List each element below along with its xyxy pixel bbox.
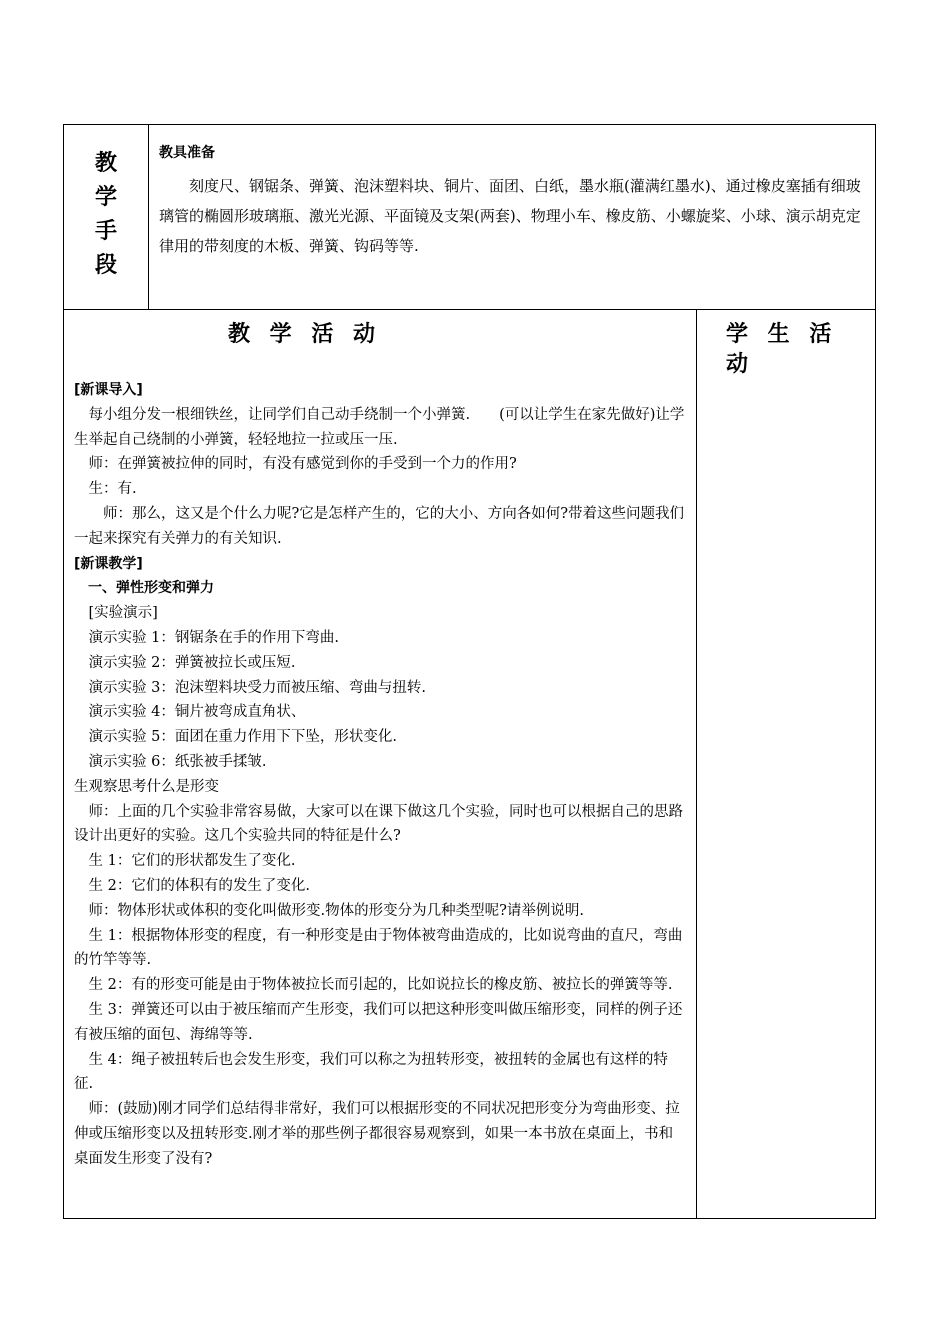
column-divider — [696, 310, 697, 1218]
teaching-means-table — [63, 124, 876, 310]
dialogue-line: 师：物体形状或体积的变化叫做形变.物体的形变分为几种类型呢?请举例说明. — [88, 902, 584, 919]
dialogue-line: 师：那么，这又是个什么力呢?它是怎样产生的，它的大小、方向各如何?带着这些问题我们一起来探究有关弹力的有关知识. — [74, 505, 685, 547]
teaching-means-label — [64, 147, 148, 283]
dialogue-line: 师：上面的几个实验非常容易做，大家可以在课下做这几个实验，同时也可以根据自己的思路设计出更好的实验。这几个实验共同的特征是什么? — [74, 803, 683, 845]
teacher-activity-body — [74, 378, 686, 1172]
dialogue-line: 生 2：有的形变可能是由于物体被拉长而引起的，比如说拉长的橡皮筋、被拉长的弹簧等等. — [88, 977, 673, 994]
experiment-label: [实验演示] — [88, 605, 158, 622]
dialogue-line: 生 3：弹簧还可以由于被压缩而产生形变，我们可以把这种形变叫做压缩形变，同样的例子还有被压缩的面包、海绵等等. — [74, 1001, 683, 1043]
dialogue-line: 生观察思考什么是形变 — [74, 778, 219, 795]
section-heading: [新课教学] — [74, 555, 143, 572]
section-heading: [新课导入] — [74, 382, 143, 398]
subsection-heading: 一、弹性形变和弹力 — [88, 580, 214, 597]
experiment-item: 演示实验 3：泡沫塑料块受力而被压缩、弯曲与扭转. — [88, 679, 426, 696]
dialogue-line: 生 1：根据物体形变的程度，有一种形变是由于物体被弯曲造成的，比如说弯曲的直尺，弯曲的竹竿等等. — [74, 927, 683, 969]
teaching-means-content — [159, 143, 871, 261]
label-char: 手 — [94, 219, 117, 244]
dialogue-line: 生：有. — [88, 481, 137, 498]
experiment-item: 演示实验 1：钢锯条在手的作用下弯曲. — [88, 629, 339, 646]
column-divider — [148, 125, 149, 309]
label-char: 学 — [94, 185, 117, 210]
experiment-item: 演示实验 2：弹簧被拉长或压短. — [88, 654, 296, 671]
teacher-activity-header: 教 学 活 动 — [228, 322, 381, 347]
equipment-heading: 教具准备 — [159, 145, 215, 161]
activity-table — [63, 309, 876, 1219]
paragraph: 每小组分发一根细铁丝，让同学们自己动手绕制一个小弹簧. (可以让学生在家先做好)让学生举起自己绕制的小弹簧，轻轻地拉一拉或压一压. — [74, 406, 685, 448]
label-char: 段 — [94, 253, 117, 278]
dialogue-line: 生 4：绳子被扭转后也会发生形变，我们可以称之为扭转形变，被扭转的金属也有这样的特征. — [74, 1051, 668, 1093]
student-activity-header: 学 生 活 动 — [726, 322, 838, 377]
experiment-item: 演示实验 6：纸张被手揉皱. — [88, 753, 267, 770]
equipment-list: 刻度尺、钢锯条、弹簧、泡沫塑料块、铜片、面团、白纸，墨水瓶(灌满红墨水)、通过橡皮塞插有细玻璃管的椭圆形玻璃瓶、激光光源、平面镜及支架(两套)、物理小车、橡皮筋、小螺旋桨、小球、演示胡克定律用的带刻度的木板、弹簧、钩码等等. — [159, 177, 861, 255]
experiment-item: 演示实验 5：面团在重力作用下下坠，形状变化. — [88, 729, 397, 746]
dialogue-line: 师：(鼓励)刚才同学们总结得非常好，我们可以根据形变的不同状况把形变分为弯曲形变、拉伸或压缩形变以及扭转形变.刚才举的那些例子都很容易观察到，如果一本书放在桌面上，书和桌面发生形变了没有? — [74, 1101, 680, 1167]
dialogue-line: 师：在弹簧被拉伸的同时，有没有感觉到你的手受到一个力的作用? — [88, 456, 517, 473]
label-char: 教 — [94, 151, 117, 176]
experiment-item: 演示实验 4：铜片被弯成直角状、 — [88, 704, 306, 721]
dialogue-line: 生 1：它们的形状都发生了变化. — [88, 853, 296, 870]
dialogue-line: 生 2：它们的体积有的发生了变化. — [88, 877, 310, 894]
